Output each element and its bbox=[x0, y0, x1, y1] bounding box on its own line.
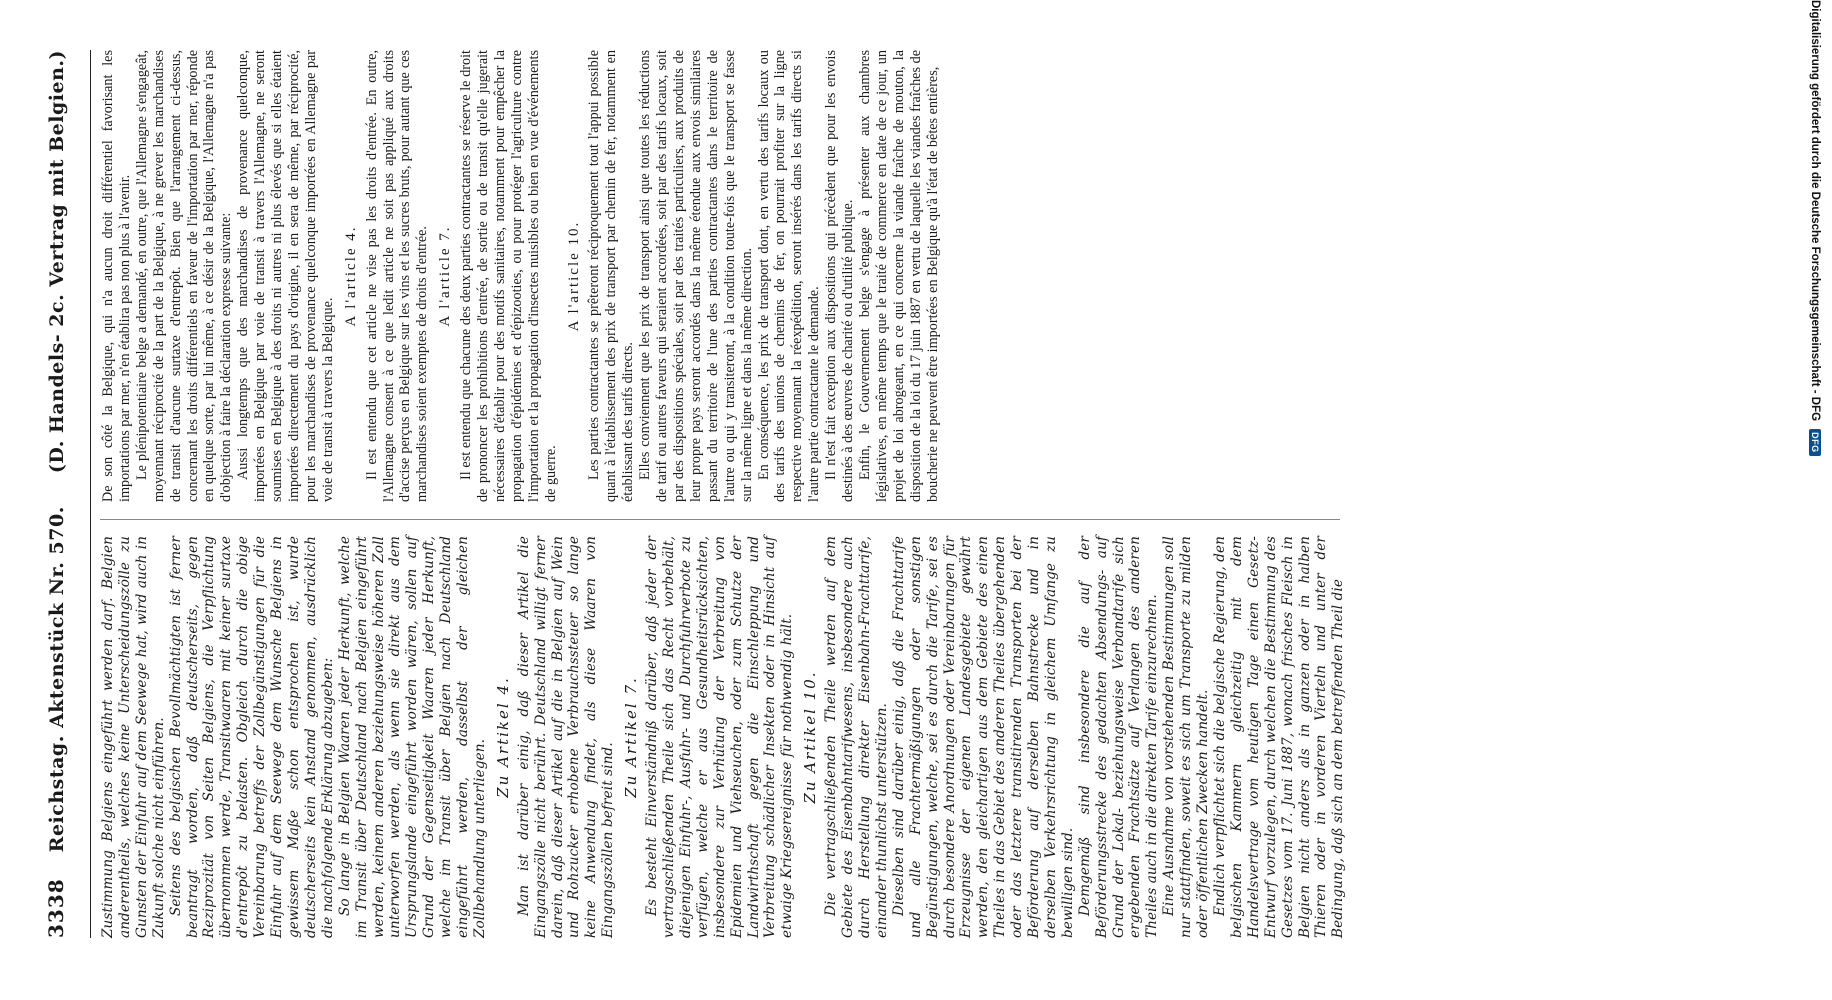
article-4-heading-fr: A l'article 4. bbox=[342, 225, 359, 327]
french-column bbox=[100, 50, 1340, 502]
paragraph: Zustimmung Belgiens eingeführt werden darf. Belgien anderentheils, welches keine Unterscheidungszölle zu Gunsten der Einfuhr auf dem Seewege hat, wird auch in Zukunft solche nicht einführen. bbox=[100, 536, 167, 938]
paragraph: Dieselben sind darüber einig, daß die Frachttarife und alle Frachtermäßigungen oder sonstigen Begünstigungen, welche, sei es durch die Tarife, sei es durch besondere Anordnungen oder Vereinbarungen für Erzeugnisse der eigenen Landesgebiete gewährt werden, den gleichartigen aus dem Gebiete des einen Theiles in das Gebiet des anderen Theiles übergehenden oder das letztere transitirenden Transporten bei der Beförderung auf derselben Bahnstrecke und in derselben Verkehrsrichtung in gleichem Umfange zu bewilligen sind. bbox=[890, 536, 1076, 938]
column-divider bbox=[100, 519, 1340, 520]
paragraph: Endlich verpflichtet sich die belgische Regierung, den belgischen Kammern gleichzeitig mit dem Handelsvertrage vom heutigen Tage einen Gesetz-Entwurf vorzulegen, durch welchen die Bestimmung des Gesetzes vom 17. Juni 1887, wonach frisches Fleisch in Belgien nicht anders als in ganzen oder in halben Thieren oder in vorderen Vierteln und unter der Bedingung, daß sich an dem betreffenden Theil die bbox=[1212, 536, 1347, 938]
paragraph: Il n'est fait exception aux dispositions qui précèdent que pour les envois destinés à des œuvres de charité ou d'utilité publique. bbox=[823, 50, 857, 502]
digitization-credit bbox=[1798, 0, 1832, 1000]
header-title: Reichstag. Aktenstück Nr. 570. bbox=[46, 506, 68, 853]
paragraph: Le plénipotentiaire belge a demandé, en outre, que l'Allemagne s'engageât, moyennant réciprocité de la part de la Belgique, à ne grever les marchandises de transit d'aucune surtaxe d'entrepôt. Bien que l'arrangement ci-dessus, concernant les droits différentiels en faveur de l'importation par mer, réponde en quelque sorte, par lui même, à ce désir de la Belgique, l'Allemagne n'a pas d'objection à faire la déclaration expresse suivante: bbox=[133, 50, 235, 502]
credit-text: Digitalisierung gefördert durch die Deutsche Forschungsgemeinschaft - DFG bbox=[1809, 0, 1821, 422]
dfg-logo-badge: DFG bbox=[1809, 429, 1821, 456]
article-7-heading-fr: A l'article 7. bbox=[437, 225, 454, 327]
paragraph: Seitens des belgischen Bevollmächtigten ist ferner beantragt worden, daß deutscherseits, gegen Reziprozität von Seiten Belgiens, die Verpflichtung übernommen werde, Transitwaaren mit keiner surtaxe d'entrepôt zu belasten. Obgleich durch die obige Vereinbarung betreffs der Zollbegünstigungen für die Einfuhr auf dem Seewege dem Wunsche Belgiens in gewissem Maße schon entsprochen ist, wurde deutscherseits kein Anstand genommen, ausdrücklich die nachfolgende Erklärung abzugeben: bbox=[167, 536, 336, 938]
paragraph: Il est entendu que cet article ne vise pas les droits d'entrée. En outre, l'Allemagne consent à ce que ledit article ne soit pas appliqué aux droits d'accise perçus en Belgique sur les vins et les sucres bruts, pour autant que ces marchandises soient exemptes de droits d'entrée. bbox=[363, 50, 431, 502]
paragraph: Il est entendu que chacune des deux parties contractantes se réserve le droit de prononcer les prohibitions d'entrée, de sortie ou de transit qu'elle jugerait nécessaires d'établir pour des motifs sanitaires, notamment pour empêcher la propagation d'épidémies et d'épizooties, ou pour protéger l'agriculture contre l'importation et la propagation d'insectes nuisibles ou bien en vue d'événements de guerre. bbox=[458, 50, 559, 502]
paragraph: Die vertragschließenden Theile werden auf dem Gebiete des Eisenbahntarifwesens, insbesondere auch durch Herstellung direkter Eisenbahn-Frachttarife, einander thunlichst unterstützen. bbox=[823, 536, 890, 938]
article-7-heading-de: Zu Artikel 7. bbox=[622, 676, 641, 798]
paragraph: En conséquence, les prix de transport dont, en vertu des tarifs locaux ou des tarifs des unions de chemins de fer, on pourrait profiter sur la ligne respective moyennant la réexpédition, seront insérés dans les tarifs directs si l'autre partie contractante le demande. bbox=[755, 50, 823, 502]
paragraph: Man ist darüber einig, daß dieser Artikel die Eingangszölle nicht berührt. Deutschland willigt ferner darein, daß dieser Artikel auf die in Belgien auf Wein und Rohzucker erhobene Verbrauchssteuer so lange keine Anwendung findet, als diese Waaren von Eingangszöllen befreit sind. bbox=[515, 536, 617, 938]
paragraph: Aussi longtemps que des marchandises de provenance quelconque, importées en Belgique par voie de transit à travers l'Allemagne, ne seront soumises en Belgique à des droits ni autres ni plus élevés que si elles étaient importées directement du pays d'origine, il en sera de même, par réciprocité, pour les marchandises de provenance quelconque importées en Allemagne par voie de transit à travers la Belgique. bbox=[235, 50, 336, 502]
header-subtitle: (D. Handels- 2c. Vertrag mit Belgien.) bbox=[46, 50, 68, 474]
running-head bbox=[44, 50, 84, 938]
article-10-heading-fr: A l'article 10. bbox=[565, 220, 582, 332]
paragraph: Es besteht Einverständniß darüber, daß jeder der vertragschließenden Theile sich das Recht vorbehält, diejenigen Einfuhr-, Ausfuhr- und Durchfuhrverbote zu verfügen, welche er aus Gesundheitsrücksichten, insbesondere zur Verhütung der Verbreitung von Epidemien und Viehseuchen, oder zum Schutze der Landwirthschaft gegen die Einschleppung und Verbreitung schädlicher Insekten oder in Hinsicht auf etwaige Kriegsereignisse für nothwendig hält. bbox=[644, 536, 796, 938]
paragraph: Elles conviennent que les prix de transport ainsi que toutes les réductions de tarif ou autres faveurs qui seraient accordées, soit par des tarifs locaux, soit par des dispositions spéciales, soit par des traités particuliers, aux produits de leur propre pays seront accordés dans la même étendue aux envois similaires passant du territoire de l'une des parties contractantes dans le territoire de l'autre ou qui y transiteront, à la condition toute-fois que le transport se fasse sur la même ligne et dans la même direction. bbox=[637, 50, 755, 502]
paragraph: Eine Ausnahme von vorstehenden Bestimmungen soll nur stattfinden, soweit es sich um Transporte zu milden oder öffentlichen Zwecken handelt. bbox=[1161, 536, 1212, 938]
german-column bbox=[100, 536, 1347, 938]
page-number: 3338 bbox=[44, 878, 68, 938]
article-10-heading-de: Zu Artikel 10. bbox=[801, 670, 820, 804]
paragraph: Enfin, le Gouvernement belge s'engage à présenter aux chambres législatives, en même temps que le traité de commerce en date de ce jour, un projet de loi abrogeant, en ce qui concerne la viande fraîche de mouton, la disposition de la loi du 17 juin 1887 en vertu de laquelle les viandes fraîches de boucherie ne peuvent être importées en Belgique qu'à l'état de bêtes entières, bbox=[856, 50, 941, 502]
paragraph: So lange in Belgien Waaren jeder Herkunft, welche im Transit über Deutschland nach Belgien eingeführt werden, keinem anderen beziehungsweise höheren Zoll unterworfen werden, als wenn sie direkt aus dem Ursprungslande eingeführt worden wären, sollen auf Grund der Gegenseitigkeit Waaren jeder Herkunft, welche im Transit über Belgien nach Deutschland eingeführt werden, dasselbst der gleichen Zollbehandlung unterliegen. bbox=[336, 536, 488, 938]
paragraph: Demgemäß sind insbesondere die auf der Beförderungsstrecke des gedachten Absendungs- auf Grund der Lokal- beziehungsweise Verbandtarife sich ergebenden Frachtsätze auf Verlangen des anderen Theiles auch in die direkten Tarife einzurechnen. bbox=[1076, 536, 1161, 938]
paragraph: De son côté la Belgique, qui n'a aucun droit différentiel favorisant les importations par mer, n'en établira pas non plus à l'avenir. bbox=[100, 50, 133, 502]
paragraph: Les parties contractantes se prêteront réciproquement tout l'appui possible quant à l'établissement des prix de transport par chemin de fer, notamment en établissant des tarifs directs. bbox=[586, 50, 637, 502]
article-4-heading-de: Zu Artikel 4. bbox=[493, 676, 512, 798]
header-rule bbox=[90, 50, 91, 938]
